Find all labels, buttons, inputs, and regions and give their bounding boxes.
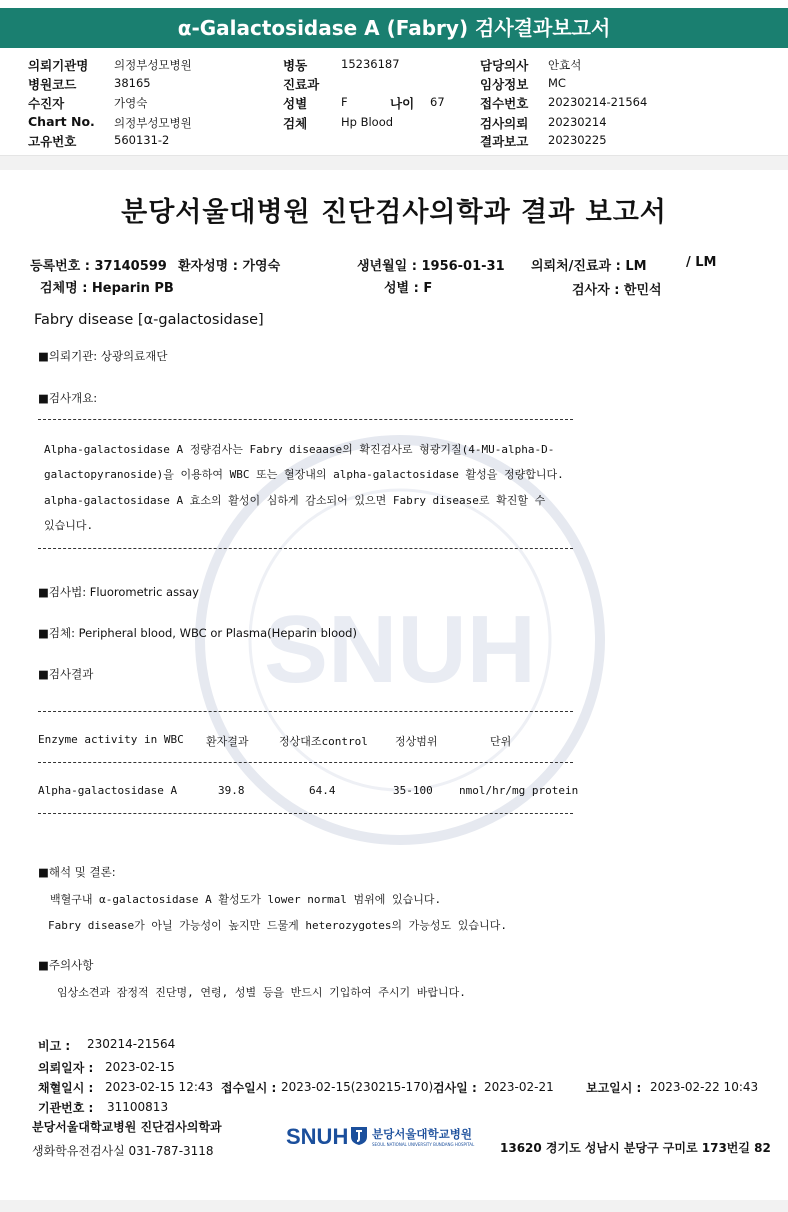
header-label: 병원코드 (28, 77, 77, 92)
header-value: 20230214-21564 (548, 95, 648, 109)
header-value: 67 (430, 95, 445, 109)
header-value: 20230214 (548, 115, 607, 129)
table-cell: 35-100 (393, 784, 433, 797)
header-label: 검사의뢰 (480, 116, 529, 131)
header-value: 의정부성모병원 (114, 58, 192, 72)
logo-korean: 분당서울대학교병원 (372, 1127, 472, 1141)
shield-icon (350, 1126, 368, 1146)
table-header: 정상대조control (279, 735, 368, 748)
header-panel (0, 48, 788, 157)
section-gap (0, 156, 788, 170)
interpretation-line: 백혈구내 α-galactosidase A 활성도가 lower normal 범위에 있습니다. (50, 893, 442, 906)
divider (38, 419, 573, 420)
watermark-text: SNUH (263, 596, 537, 703)
header-value: 560131-2 (114, 133, 170, 147)
receive-value: 2023-02-15(230215-170) (281, 1080, 434, 1094)
header-label: 검체 (283, 116, 308, 131)
header-label: 진료과 (283, 77, 320, 92)
lab-contact: 생화학유전검사실 031-787-3118 (32, 1144, 214, 1158)
interpretation-line: Fabry disease가 아닐 가능성이 높지만 드물게 heterozygotes의 가능성도 있습니다. (48, 919, 507, 932)
divider (38, 711, 573, 712)
caution-text: 임상소견과 잠정적 진단명, 연령, 성별 등을 반드시 기입하여 주시기 바랍니다. (57, 986, 466, 999)
table-header: 환자결과 (206, 735, 249, 748)
collect-value: 2023-02-15 12:43 (105, 1080, 214, 1094)
table-header: 정상범위 (395, 735, 438, 748)
table-header: 단위 (490, 735, 512, 748)
divider (38, 548, 573, 549)
divider (38, 762, 573, 763)
header-value: MC (548, 76, 566, 90)
overview-line: galactopyranoside)을 이용하여 WBC 또는 혈장내의 alpha-galactosidase 활성을 정량합니다. (44, 468, 564, 481)
overview-line: alpha-galactosidase A 효소의 활성이 심하게 감소되어 있으면 Fabry disease로 확진할 수 (44, 494, 546, 507)
table-cell: 39.8 (218, 784, 245, 797)
test-date-value: 2023-02-21 (484, 1080, 554, 1094)
header-value: 15236187 (341, 57, 400, 71)
overview-line: 있습니다. (44, 519, 94, 532)
report-time-value: 2023-02-22 10:43 (650, 1080, 759, 1094)
table-cell: 64.4 (309, 784, 336, 797)
header-label: 결과보고 (480, 134, 529, 149)
org-name: 분당서울대학교병원 진단검사의학과 (32, 1120, 222, 1134)
address: 13620 경기도 성남시 분당구 구미로 173번길 82 (500, 1141, 771, 1155)
request-date-value: 2023-02-15 (105, 1060, 175, 1074)
table-cell: nmol/hr/mg protein (459, 784, 579, 797)
logo-english: SEOUL NATIONAL UNIVERSITY BUNDANG HOSPITAL (372, 1142, 475, 1147)
tester: 검사자 : 한민석 (572, 283, 662, 298)
birth-date: 생년월일 : 1956-01-31 (357, 259, 505, 274)
test-name: Fabry disease [α-galactosidase] (34, 312, 264, 328)
header-label: 고유번호 (28, 134, 77, 149)
dept: 의뢰처/진료과 : LM (531, 259, 647, 274)
request-date-label: 의뢰일자 : (38, 1061, 94, 1075)
patient-name: 환자성명 : 가영숙 (178, 259, 281, 274)
header-value: 가영숙 (114, 96, 148, 110)
divider (38, 813, 573, 814)
header-label: 담당의사 (480, 58, 529, 73)
interpretation-heading: ■해석 및 결론: (38, 865, 116, 879)
result-heading: ■검사결과 (38, 667, 94, 681)
report-banner: α-Galactosidase A (Fabry) 검사결과보고서 (0, 8, 788, 48)
header-value: Hp Blood (341, 115, 394, 129)
header-label: 임상정보 (480, 77, 529, 92)
overview-heading: ■검사개요: (38, 391, 98, 405)
overview-line: Alpha-galactosidase A 정량검사는 Fabry diseaase의 확진검사로 형광기질(4-MU-alpha-D- (44, 443, 555, 456)
header-label: Chart No. (28, 114, 95, 129)
test-date-label: 검사일 : (433, 1081, 477, 1095)
note-value: 230214-21564 (87, 1037, 176, 1051)
header-label: 의뢰기관명 (28, 58, 89, 73)
section-gap (0, 1200, 788, 1212)
receive-label: 접수일시 : (221, 1081, 277, 1095)
note-label: 비고 : (38, 1039, 71, 1053)
caution-heading: ■주의사항 (38, 958, 94, 972)
dept-2: / LM (686, 255, 717, 270)
header-label: 나이 (390, 96, 415, 111)
inst-no-label: 기관번호 : (38, 1101, 94, 1115)
report-title: 분당서울대병원 진단검사의학과 결과 보고서 (121, 197, 667, 228)
inst-no-value: 31100813 (107, 1100, 169, 1114)
specimen-name: 검체명 : Heparin PB (40, 281, 174, 296)
report-time-label: 보고일시 : (586, 1081, 642, 1095)
reg-no: 등록번호 : 37140599 (30, 259, 167, 274)
logo-text: SNUH (286, 1124, 349, 1149)
header-value: 의정부성모병원 (114, 116, 192, 130)
header-label: 접수번호 (480, 96, 529, 111)
header-label: 수진자 (28, 96, 65, 111)
header-label: 병동 (283, 58, 308, 73)
header-label: 성별 (283, 96, 308, 111)
header-value: 안효석 (548, 58, 582, 72)
sample: ■검체: Peripheral blood, WBC or Plasma(Heparin blood) (38, 626, 357, 640)
collect-label: 채혈일시 : (38, 1081, 94, 1095)
method: ■검사법: Fluorometric assay (38, 585, 199, 599)
table-cell: Alpha-galactosidase A (38, 784, 178, 797)
header-value: 38165 (114, 76, 151, 90)
header-value: F (341, 95, 348, 109)
header-value: 20230225 (548, 133, 607, 147)
sex: 성별 : F (384, 281, 433, 296)
request-institution: ■의뢰기관: 상광의료재단 (38, 349, 168, 363)
table-header: Enzyme activity in WBC (38, 733, 184, 746)
